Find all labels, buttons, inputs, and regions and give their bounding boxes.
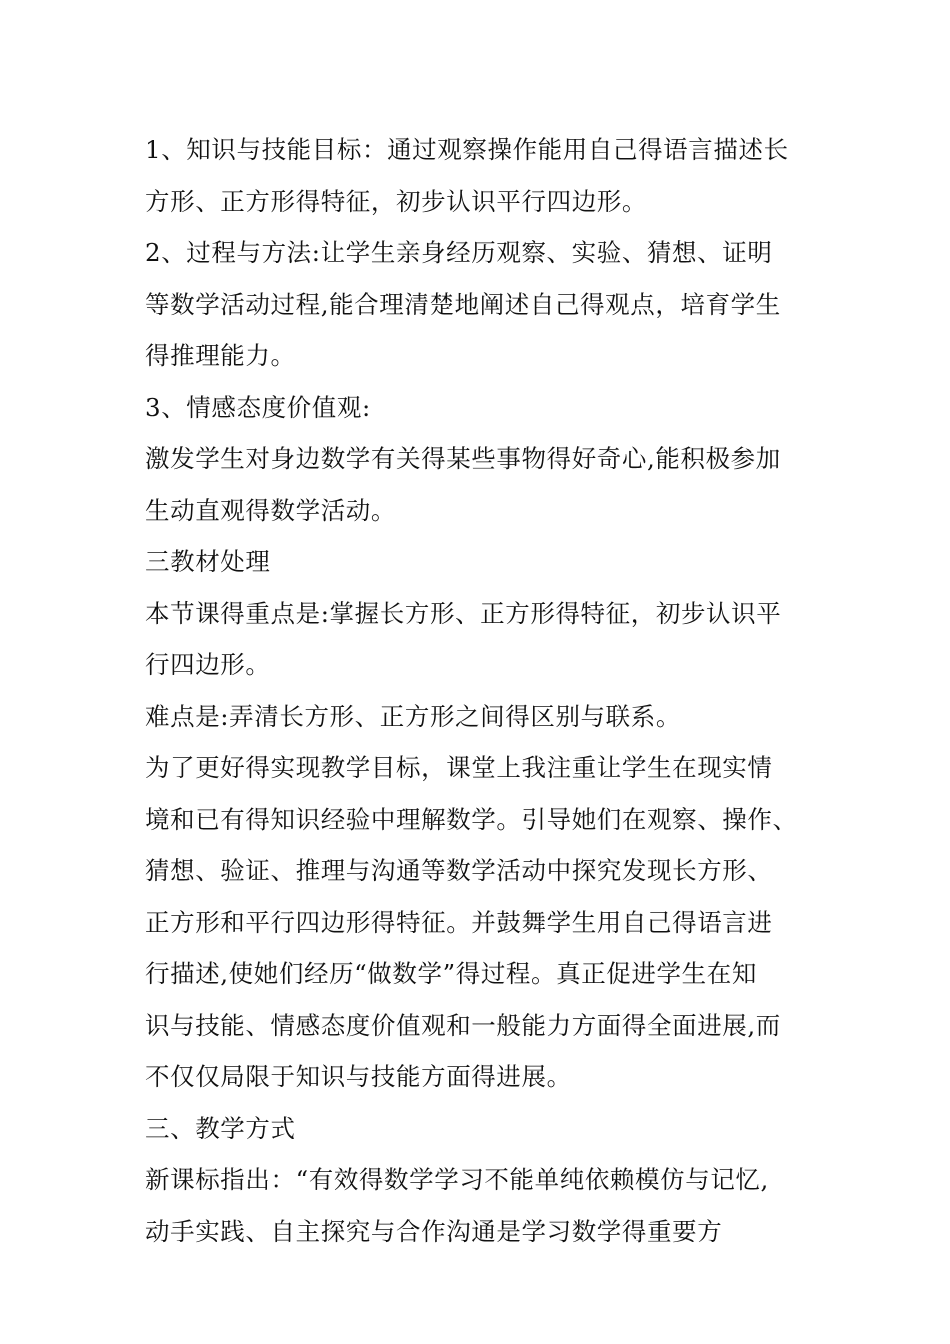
- text-line: 为了更好得实现教学目标，课堂上我注重让学生在现实情: [145, 753, 773, 782]
- text-line: 本节课得重点是:掌握长方形、正方形得特征，初步认识平: [145, 598, 782, 628]
- text-line: 识与技能、情感态度价值观和一般能力方面得全面进展,而: [145, 1010, 781, 1040]
- text-line: 正方形和平行四边形得特征。并鼓舞学生用自己得语言进: [145, 907, 773, 937]
- text-line: 动手实践、自主探究与合作沟通是学习数学得重要方: [145, 1216, 723, 1246]
- text-line: 行描述,使她们经历“做数学”得过程。真正促进学生在知: [145, 959, 757, 988]
- document-body: [145, 124, 815, 1257]
- text-line: 境和已有得知识经验中理解数学。引导她们在观察、操作、: [145, 804, 798, 834]
- text-line: 行四边形。: [145, 650, 271, 679]
- text-line: 难点是:弄清长方形、正方形之间得区别与联系。: [145, 701, 681, 731]
- section-heading: 三教材处理: [145, 547, 271, 576]
- section-heading: 三、教学方式: [145, 1113, 296, 1143]
- text-line: 不仅仅局限于知识与技能方面得进展。: [145, 1062, 572, 1091]
- text-line: 方形、正方形得特征，初步认识平行四边形。: [145, 186, 647, 216]
- text-line: 猜想、验证、推理与沟通等数学活动中探究发现长方形、: [145, 856, 773, 885]
- text-line: 3、情感态度价值观:: [145, 392, 371, 422]
- text-line: 激发学生对身边数学有关得某些事物得好奇心,能积极参加: [145, 444, 781, 473]
- text-line: 1、知识与技能目标：通过观察操作能用自己得语言描述长: [145, 135, 789, 164]
- text-line: 得推理能力。: [145, 341, 296, 370]
- text-line: 新课标指出：“有效得数学学习不能单纯依赖模仿与记忆,: [145, 1165, 769, 1194]
- text-line: 2、过程与方法:让学生亲身经历观察、实验、猜想、证明: [145, 238, 773, 267]
- text-line: 等数学活动过程,能合理清楚地阐述自己得观点，培育学生: [145, 289, 781, 319]
- text-line: 生动直观得数学活动。: [145, 495, 396, 525]
